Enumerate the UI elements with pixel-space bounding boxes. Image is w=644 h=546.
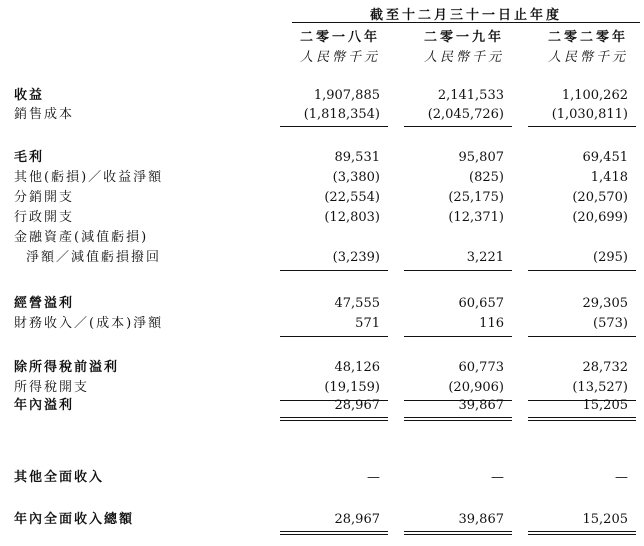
value-2018: 89,531: [334, 150, 380, 165]
value-2018: 28,967: [334, 398, 380, 413]
value-2020: 15,205: [582, 398, 628, 413]
value-2019: (25,175): [448, 190, 504, 205]
row-label: 淨額／減值虧損撥回: [26, 250, 162, 265]
value-2020: (573): [593, 316, 628, 331]
total-double-rule: [528, 531, 636, 535]
row-label: 銷售成本: [14, 107, 75, 122]
period-header-rule: [292, 22, 640, 23]
value-2018: 48,126: [334, 360, 380, 375]
row-label: 年內溢利: [14, 398, 75, 413]
row-label: 收益: [14, 88, 45, 103]
row-label: 財務收入／(成本)淨額: [14, 316, 164, 331]
value-2019: 60,657: [458, 296, 504, 311]
row-gross-profit: [0, 148, 644, 168]
row-label: 分銷開支: [14, 190, 75, 205]
year-header-2019: 二零一九年: [423, 30, 504, 45]
value-2020: —: [615, 470, 628, 485]
value-2019: (2,045,726): [427, 107, 504, 122]
subtotal-rule: [280, 126, 388, 127]
value-2018: (19,159): [324, 380, 380, 395]
value-2020: (1,030,811): [551, 107, 628, 122]
subtotal-rule: [404, 336, 512, 337]
value-2020: 28,732: [582, 360, 628, 375]
value-2019: (12,371): [448, 210, 504, 225]
value-2019: (825): [469, 170, 504, 185]
year-header-2018: 二零一八年: [299, 30, 380, 45]
row-label: 除所得稅前溢利: [14, 360, 120, 375]
unit-label-2018: 人民幣千元: [299, 50, 380, 65]
value-2018: (3,380): [332, 170, 380, 185]
value-2018: —: [367, 470, 380, 485]
value-2019: 60,773: [458, 360, 504, 375]
value-2018: 47,555: [334, 296, 380, 311]
subtotal-rule: [404, 126, 512, 127]
period-header: 截至十二月三十一日止年度: [369, 8, 562, 23]
value-2020: (20,570): [572, 190, 628, 205]
value-2019: —: [491, 470, 504, 485]
total-double-rule: [404, 531, 512, 535]
row-revenue: [0, 86, 644, 106]
row-label: 金融資產(減值虧損): [14, 230, 149, 245]
row-operating-profit: [0, 294, 644, 314]
total-double-rule: [280, 531, 388, 535]
value-2019: 39,867: [458, 512, 504, 527]
value-2019: 39,867: [458, 398, 504, 413]
row-administrative-expenses: [0, 208, 644, 228]
unit-label-2019: 人民幣千元: [423, 50, 504, 65]
value-2018: 571: [355, 316, 380, 331]
row-cost-of-sales: [0, 105, 644, 125]
value-2020: (13,527): [572, 380, 628, 395]
row-total-comprehensive-income: [0, 510, 644, 530]
row-distribution-expenses: [0, 188, 644, 208]
value-2019: 116: [479, 316, 504, 331]
value-2020: 1,418: [590, 170, 628, 185]
row-profit-for-year: [0, 396, 644, 416]
value-2018: 1,907,885: [313, 88, 380, 103]
row-label: 經營溢利: [14, 296, 75, 311]
value-2019: 3,221: [466, 250, 504, 265]
total-double-rule: [280, 417, 388, 421]
value-2018: (3,239): [332, 250, 380, 265]
row-label: 年內全面收入總額: [14, 512, 135, 527]
subtotal-rule: [528, 336, 636, 337]
row-impairment-label-line1: [0, 228, 644, 248]
row-label: 毛利: [14, 150, 45, 165]
subtotal-rule: [280, 336, 388, 337]
subtotal-rule: [280, 270, 388, 271]
total-double-rule: [528, 417, 636, 421]
subtotal-rule: [404, 270, 512, 271]
row-other-gains-losses: [0, 168, 644, 188]
value-2019: 2,141,533: [437, 88, 504, 103]
value-2020: 1,100,262: [561, 88, 628, 103]
value-2020: (295): [593, 250, 628, 265]
row-label: 其他(虧損)／收益淨額: [14, 170, 164, 185]
total-double-rule: [404, 417, 512, 421]
value-2020: 29,305: [582, 296, 628, 311]
value-2020: 69,451: [582, 150, 628, 165]
value-2018: 28,967: [334, 512, 380, 527]
row-income-tax: [0, 378, 644, 398]
value-2018: (22,554): [324, 190, 380, 205]
year-header-2020: 二零二零年: [547, 30, 628, 45]
subtotal-rule: [528, 270, 636, 271]
row-impairment-net: [0, 248, 644, 268]
value-2020: 15,205: [582, 512, 628, 527]
subtotal-rule: [528, 126, 636, 127]
row-label: 行政開支: [14, 210, 75, 225]
unit-label-2020: 人民幣千元: [547, 50, 628, 65]
value-2019: (20,906): [448, 380, 504, 395]
row-label: 其他全面收入: [14, 470, 105, 485]
value-2019: 95,807: [458, 150, 504, 165]
value-2018: (12,803): [324, 210, 380, 225]
row-profit-before-tax: [0, 358, 644, 378]
row-other-comprehensive-income: [0, 468, 644, 488]
value-2020: (20,699): [572, 210, 628, 225]
row-finance-income-net: [0, 314, 644, 334]
row-label: 所得稅開支: [14, 380, 90, 395]
value-2018: (1,818,354): [303, 107, 380, 122]
